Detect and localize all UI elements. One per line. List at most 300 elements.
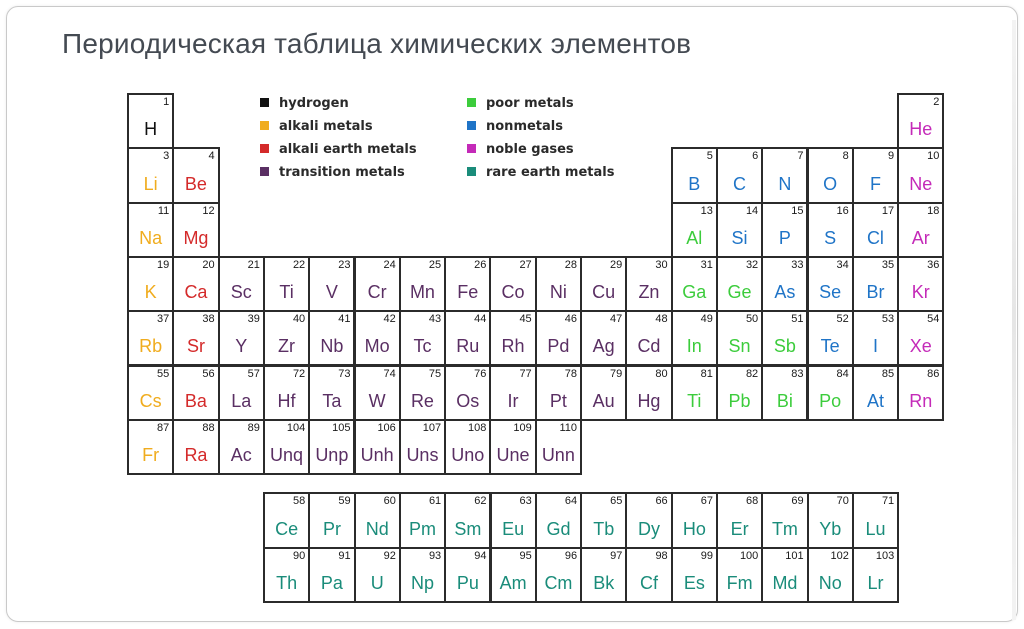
element-cell-as-33 [761, 256, 808, 312]
element-cell-po-84 [807, 365, 854, 421]
element-cell-cu-29 [580, 256, 627, 312]
legend-swatch [467, 144, 476, 153]
legend-item-noble [467, 142, 574, 157]
element-symbol: C [733, 173, 747, 194]
element-cell-ac-89 [218, 419, 265, 475]
element-symbol: Bi [776, 390, 793, 411]
element-cell-li-3 [127, 147, 174, 203]
atomic-number: 8 [842, 150, 849, 163]
element-cell-es-99 [671, 547, 718, 604]
element-symbol: Lr [867, 573, 884, 593]
element-symbol: Lu [865, 518, 886, 539]
atomic-number: 95 [519, 549, 532, 562]
element-cell-y-39 [218, 310, 265, 366]
element-cell-nd-60 [354, 492, 401, 549]
atomic-number: 42 [383, 313, 396, 326]
element-cell-no-102 [807, 547, 854, 604]
atomic-number: 63 [519, 495, 532, 507]
element-cell-am-95 [490, 547, 537, 604]
atomic-number: 104 [286, 421, 306, 434]
element-symbol: Np [411, 573, 435, 593]
element-symbol: Cu [592, 282, 616, 303]
atomic-number: 24 [383, 258, 396, 271]
element-cell-ru-44 [444, 310, 491, 366]
element-cell-th-90 [263, 547, 310, 604]
element-cell-pt-78 [535, 365, 582, 421]
element-symbol: Ga [682, 282, 707, 303]
element-cell-ne-10 [897, 147, 944, 203]
element-cell-hg-80 [625, 365, 672, 421]
element-cell-ag-47 [580, 310, 627, 366]
element-cell-cd-48 [625, 310, 672, 366]
element-symbol: Unq [270, 445, 304, 466]
element-symbol: I [872, 336, 878, 357]
atomic-number: 87 [157, 421, 170, 434]
atomic-number: 79 [610, 367, 623, 380]
element-symbol: Fm [726, 573, 753, 593]
element-symbol: Hg [637, 390, 661, 411]
element-symbol: Cm [544, 573, 573, 593]
atomic-number: 15 [791, 204, 804, 217]
element-cell-pd-46 [535, 310, 582, 366]
element-symbol: Se [819, 282, 842, 303]
legend-label: transition metals [279, 165, 405, 180]
atomic-number: 7 [797, 150, 804, 163]
element-cell-pm-61 [399, 492, 446, 549]
atomic-number: 2 [933, 96, 940, 108]
element-symbol: Ta [322, 390, 342, 411]
atomic-number: 45 [519, 313, 532, 326]
atomic-number: 36 [927, 258, 940, 271]
element-symbol: Ag [592, 336, 615, 357]
element-cell-os-76 [444, 365, 491, 421]
element-symbol: In [686, 336, 702, 357]
atomic-number: 98 [655, 549, 668, 562]
element-cell-pu-94 [444, 547, 491, 604]
element-symbol: Pu [456, 573, 479, 593]
element-symbol: Sc [230, 282, 252, 303]
element-symbol: Es [683, 573, 705, 593]
element-symbol: Unp [315, 445, 349, 466]
atomic-number: 55 [157, 367, 170, 380]
legend-label: alkali metals [279, 119, 373, 134]
element-cell-rh-45 [489, 310, 536, 366]
element-symbol: Ti [279, 282, 294, 303]
element-cell-ta-73 [308, 365, 355, 421]
atomic-number: 67 [700, 495, 713, 507]
element-symbol: Ce [275, 518, 299, 539]
atomic-number: 23 [338, 258, 351, 271]
element-symbol: V [325, 282, 338, 303]
atomic-number: 76 [474, 367, 487, 380]
element-symbol: Kr [911, 282, 930, 303]
element-symbol: Pt [549, 390, 567, 411]
element-cell-in-49 [671, 310, 718, 366]
atomic-number: 70 [836, 495, 849, 507]
atomic-number: 25 [428, 258, 442, 271]
element-cell-unp-105 [308, 419, 355, 475]
element-cell-mn-25 [399, 256, 446, 312]
element-symbol: As [774, 282, 796, 303]
atomic-number: 29 [610, 258, 623, 271]
atomic-number: 109 [513, 421, 532, 434]
atomic-number: 73 [338, 367, 351, 380]
atomic-number: 77 [519, 367, 532, 380]
element-symbol: Pb [728, 390, 751, 411]
element-cell-c-6 [716, 147, 763, 203]
atomic-number: 61 [428, 495, 442, 507]
atomic-number: 20 [202, 258, 215, 271]
element-cell-at-85 [852, 365, 899, 421]
element-cell-lr-103 [852, 547, 899, 604]
page-title: Периодическая таблица химических элементов [62, 28, 692, 59]
atomic-number: 10 [927, 150, 940, 163]
atomic-number: 85 [881, 367, 895, 380]
atomic-number: 13 [700, 204, 713, 217]
element-cell-h-1 [127, 93, 174, 149]
element-cell-w-74 [354, 365, 401, 421]
element-symbol: Rn [909, 390, 933, 411]
atomic-number: 3 [163, 150, 170, 163]
atomic-number: 47 [610, 313, 623, 326]
atomic-number: 105 [332, 421, 351, 434]
element-symbol: B [688, 173, 701, 194]
atomic-number: 78 [564, 367, 577, 380]
element-symbol: La [231, 390, 252, 411]
element-cell-pr-59 [308, 492, 355, 549]
element-symbol: Yb [819, 518, 842, 539]
element-symbol: P [778, 227, 791, 248]
legend-label: rare earth metals [486, 165, 615, 180]
element-symbol: Ge [727, 282, 752, 303]
element-symbol: Mn [409, 282, 435, 303]
element-symbol: Au [592, 390, 615, 411]
element-cell-cl-17 [852, 202, 899, 258]
element-symbol: Ir [507, 390, 519, 411]
element-symbol: N [778, 173, 792, 194]
atomic-number: 49 [700, 313, 713, 326]
element-symbol: Ac [230, 445, 252, 466]
element-symbol: Zn [638, 282, 660, 303]
element-symbol: Ne [909, 173, 933, 194]
element-symbol: Cr [367, 282, 387, 303]
element-symbol: Am [499, 573, 527, 593]
element-symbol: Li [143, 173, 158, 194]
element-cell-b-5 [671, 147, 718, 203]
element-cell-n-7 [761, 147, 808, 203]
element-cell-rn-86 [897, 365, 944, 421]
element-symbol: Pa [320, 573, 343, 593]
atomic-number: 50 [745, 313, 759, 326]
atomic-number: 9 [887, 150, 895, 163]
atomic-number: 46 [564, 313, 577, 326]
atomic-number: 53 [881, 313, 895, 326]
element-cell-bi-83 [761, 365, 808, 421]
legend-item-hydrogen [260, 96, 349, 111]
element-cell-rb-37 [127, 310, 174, 366]
element-symbol: Ho [682, 518, 706, 539]
legend-swatch [260, 98, 269, 107]
atomic-number: 82 [745, 367, 759, 380]
element-cell-he-2 [897, 93, 944, 149]
element-symbol: Er [730, 518, 749, 539]
element-symbol: Cf [640, 573, 659, 593]
atomic-number: 94 [474, 549, 487, 562]
element-cell-mo-42 [354, 310, 401, 366]
atomic-number: 64 [564, 495, 578, 507]
atomic-number: 71 [881, 495, 895, 507]
element-cell-cf-98 [625, 547, 672, 604]
element-symbol: Pd [547, 336, 570, 357]
element-symbol: Pr [322, 518, 341, 539]
element-symbol: Ca [184, 282, 208, 303]
atomic-number: 102 [830, 549, 849, 562]
element-cell-uns-107 [399, 419, 446, 475]
element-cell-k-19 [127, 256, 174, 312]
atomic-number: 65 [610, 495, 623, 507]
element-symbol: K [144, 282, 157, 303]
element-symbol: Tm [771, 518, 798, 539]
legend-swatch [260, 144, 269, 153]
atomic-number: 100 [739, 549, 759, 562]
element-cell-ga-31 [671, 256, 718, 312]
element-cell-ra-88 [172, 419, 219, 475]
atomic-number: 60 [383, 495, 396, 507]
element-symbol: Si [731, 227, 748, 248]
atomic-number: 43 [428, 313, 442, 326]
element-cell-o-8 [807, 147, 854, 203]
atomic-number: 41 [338, 313, 351, 326]
atomic-number: 54 [927, 313, 940, 326]
element-symbol: Sb [773, 336, 796, 357]
atomic-number: 96 [564, 549, 578, 562]
element-cell-unh-106 [354, 419, 401, 475]
element-symbol: Rh [501, 336, 525, 357]
element-symbol: Rb [139, 336, 163, 357]
element-symbol: Na [139, 227, 163, 248]
element-symbol: Tc [413, 336, 432, 357]
element-cell-f-9 [852, 147, 899, 203]
element-symbol: Po [819, 390, 842, 411]
atomic-number: 74 [383, 367, 396, 380]
element-symbol: Sr [186, 336, 205, 357]
atomic-number: 56 [202, 367, 215, 380]
atomic-number: 75 [428, 367, 442, 380]
atomic-number: 11 [157, 204, 170, 217]
atomic-number: 39 [247, 313, 260, 326]
atomic-number: 17 [881, 204, 895, 217]
atomic-number: 72 [292, 367, 306, 380]
element-cell-co-27 [489, 256, 536, 312]
element-symbol: Cl [866, 227, 884, 248]
atomic-number: 97 [610, 549, 623, 562]
atomic-number: 22 [292, 258, 306, 271]
atomic-number: 62 [474, 495, 487, 507]
atomic-number: 99 [700, 549, 713, 562]
element-cell-cm-96 [535, 547, 582, 604]
atomic-number: 26 [474, 258, 487, 271]
element-cell-be-4 [172, 147, 219, 203]
element-symbol: Bk [593, 573, 615, 593]
atomic-number: 107 [422, 421, 442, 434]
atomic-number: 34 [836, 258, 849, 271]
element-symbol: Ra [184, 445, 208, 466]
element-cell-tb-65 [580, 492, 627, 549]
element-cell-zr-40 [263, 310, 310, 366]
element-symbol: Ti [687, 390, 702, 411]
atomic-number: 30 [655, 258, 668, 271]
atomic-number: 12 [202, 204, 215, 217]
element-cell-tc-43 [399, 310, 446, 366]
atomic-number: 90 [293, 549, 306, 562]
element-symbol: Dy [638, 518, 661, 539]
element-cell-al-13 [671, 202, 718, 258]
atomic-number: 18 [927, 204, 940, 217]
atomic-number: 21 [247, 258, 260, 271]
element-symbol: W [368, 390, 386, 411]
atomic-number: 48 [655, 313, 668, 326]
element-symbol: O [823, 173, 838, 194]
legend-label: nonmetals [486, 119, 563, 134]
element-cell-sc-21 [218, 256, 265, 312]
legend-swatch [467, 121, 476, 130]
element-cell-fm-100 [716, 547, 763, 604]
element-symbol: Md [772, 573, 798, 593]
atomic-number: 66 [655, 495, 668, 507]
element-cell-er-68 [716, 492, 763, 549]
element-symbol: Mg [183, 227, 209, 248]
element-cell-br-35 [852, 256, 899, 312]
legend-item-transition [260, 165, 405, 180]
atomic-number: 52 [836, 313, 849, 326]
element-cell-mg-12 [172, 202, 219, 258]
element-cell-ar-18 [897, 202, 944, 258]
atomic-number: 31 [700, 258, 713, 271]
element-cell-ir-77 [489, 365, 536, 421]
element-cell-cr-24 [354, 256, 401, 312]
atomic-number: 108 [468, 421, 487, 434]
element-symbol: Fe [457, 282, 479, 303]
element-cell-ca-20 [172, 256, 219, 312]
atomic-number: 59 [338, 495, 351, 507]
element-cell-lu-71 [852, 492, 899, 549]
element-symbol: Cs [139, 390, 162, 411]
element-symbol: S [824, 227, 837, 248]
legend-label: hydrogen [279, 96, 349, 111]
element-symbol: Zr [278, 336, 296, 357]
atomic-number: 86 [927, 367, 940, 380]
element-cell-cs-55 [127, 365, 174, 421]
element-cell-p-15 [761, 202, 808, 258]
element-cell-re-75 [399, 365, 446, 421]
atomic-number: 106 [377, 421, 396, 434]
element-symbol: Be [184, 173, 207, 194]
atomic-number: 33 [791, 258, 804, 271]
element-cell-md-101 [761, 547, 808, 604]
atomic-number: 27 [519, 258, 532, 271]
legend-item-alkaline [260, 142, 417, 157]
element-cell-i-53 [852, 310, 899, 366]
atomic-number: 35 [881, 258, 895, 271]
element-cell-v-23 [308, 256, 355, 312]
scroll-rail [1012, 20, 1016, 620]
legend-item-rare [467, 165, 614, 180]
element-cell-si-14 [716, 202, 763, 258]
atomic-number: 44 [474, 313, 487, 326]
legend-item-nonmetal [467, 119, 563, 134]
element-symbol: Th [276, 573, 298, 593]
atomic-number: 69 [791, 495, 804, 507]
element-cell-np-93 [399, 547, 446, 604]
element-cell-eu-63 [490, 492, 537, 549]
legend-item-poor [467, 96, 574, 111]
atomic-number: 19 [157, 258, 170, 271]
atomic-number: 4 [208, 150, 215, 163]
legend-label: poor metals [486, 96, 574, 111]
atomic-number: 14 [745, 204, 759, 217]
element-symbol: He [909, 119, 933, 140]
atomic-number: 5 [706, 150, 713, 163]
element-cell-unn-110 [535, 419, 582, 475]
element-cell-sn-50 [716, 310, 763, 366]
atomic-number: 103 [875, 549, 895, 562]
element-cell-au-79 [580, 365, 627, 421]
element-symbol: Sn [728, 336, 751, 357]
element-symbol: Nb [320, 336, 344, 357]
element-cell-ce-58 [263, 492, 310, 549]
atomic-number: 37 [157, 313, 170, 326]
element-cell-ge-32 [716, 256, 763, 312]
atomic-number: 32 [745, 258, 759, 271]
element-cell-fe-26 [444, 256, 491, 312]
atomic-number: 80 [655, 367, 668, 380]
atomic-number: 81 [700, 367, 713, 380]
atomic-number: 93 [428, 549, 442, 562]
element-cell-na-11 [127, 202, 174, 258]
legend-swatch [260, 121, 269, 130]
atomic-number: 58 [293, 495, 306, 507]
element-symbol: H [144, 119, 158, 140]
element-cell-sr-38 [172, 310, 219, 366]
element-cell-sb-51 [761, 310, 808, 366]
atomic-number: 1 [163, 96, 170, 108]
element-cell-tm-69 [761, 492, 808, 549]
atomic-number: 16 [836, 204, 849, 217]
atomic-number: 83 [791, 367, 804, 380]
element-symbol: Nd [365, 518, 389, 539]
element-symbol: Xe [909, 336, 932, 357]
element-symbol: Uno [451, 445, 485, 466]
element-symbol: Uns [406, 445, 439, 466]
legend-swatch [467, 167, 476, 176]
element-symbol: Re [410, 390, 434, 411]
element-symbol: F [869, 173, 881, 194]
element-cell-sm-62 [444, 492, 491, 549]
element-cell-ho-67 [671, 492, 718, 549]
element-cell-u-92 [354, 547, 401, 604]
atomic-number: 84 [836, 367, 849, 380]
element-cell-la-57 [218, 365, 265, 421]
element-cell-bk-97 [580, 547, 627, 604]
atomic-number: 6 [752, 150, 759, 163]
element-cell-ti-81 [671, 365, 718, 421]
legend-swatch [467, 98, 476, 107]
element-symbol: At [866, 390, 884, 411]
element-symbol: Une [496, 445, 530, 466]
atomic-number: 88 [202, 421, 215, 434]
element-symbol: Eu [502, 518, 525, 539]
legend-item-alkali [260, 119, 373, 134]
